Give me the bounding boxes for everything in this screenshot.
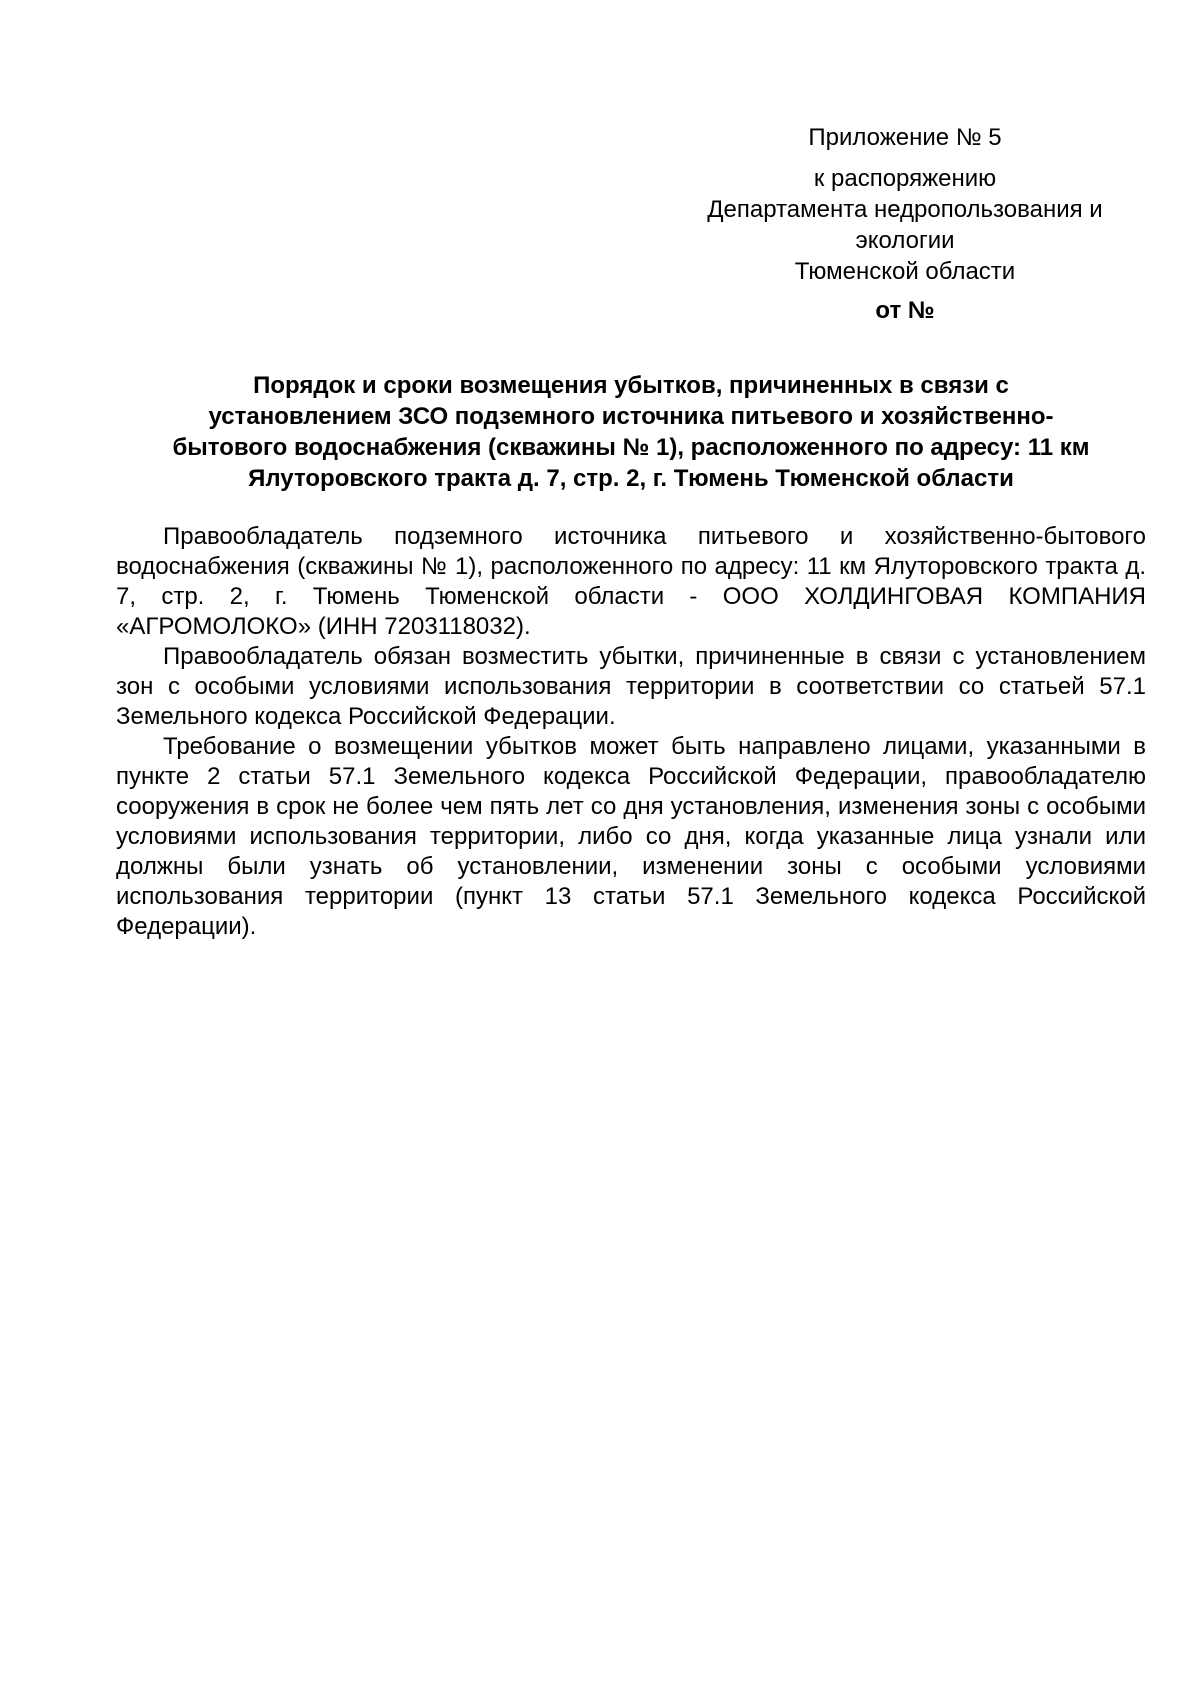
paragraph-obligation: Правообладатель обязан возместить убытки, причиненные в связи с установлением зон с особыми условиями использования территории в соответствии со статьей 57.1 Земельного кодекса Российской Федерации. — [116, 643, 1146, 730]
title-line: установлением ЗСО подземного источника питьевого и хозяйственно- — [208, 403, 1054, 430]
appendix-date-number: от № — [875, 297, 935, 324]
appendix-order-line: к распоряжению — [813, 165, 997, 192]
appendix-region-line: Тюменской области — [794, 258, 1016, 285]
title-line: бытового водоснабжения (скважины № 1), расположенного по адресу: 11 км — [172, 434, 1090, 461]
appendix-header — [670, 122, 1140, 326]
title-line: Ялуторовского тракта д. 7, стр. 2, г. Тюмень Тюменской области — [248, 465, 1014, 492]
document-body — [116, 522, 1146, 942]
paragraph-claim: Требование о возмещении убытков может быть направлено лицами, указанными в пункте 2 статьи 57.1 Земельного кодекса Российской Федерации, правообладателю сооружения в срок не более чем пять лет со дня установления, изменения зоны с особыми условиями использования территории, либо со дня, когда указанные лица узнали или должны были узнать об установлении, изменении зоны с особыми условиями использования территории (пункт 13 статьи 57.1 Земельного кодекса Российской Федерации). — [116, 733, 1146, 940]
appendix-number: Приложение № 5 — [808, 124, 1002, 151]
paragraph-rightholder: Правообладатель подземного источника питьевого и хозяйственно-бытового водоснабжения (скважины № 1), расположенного по адресу: 11 км Ялуторовского тракта д. 7, стр. 2, г. Тюмень Тюменской области - ООО ХОЛДИНГОВАЯ КОМПАНИЯ «АГРОМОЛОКО» (ИНН 7203118032). — [116, 523, 1146, 640]
appendix-department-line: Департамента недропользования и — [707, 196, 1103, 223]
document-title — [116, 370, 1146, 494]
title-line: Порядок и сроки возмещения убытков, причиненных в связи с — [253, 372, 1009, 399]
appendix-ecology-line: экологии — [855, 227, 955, 254]
